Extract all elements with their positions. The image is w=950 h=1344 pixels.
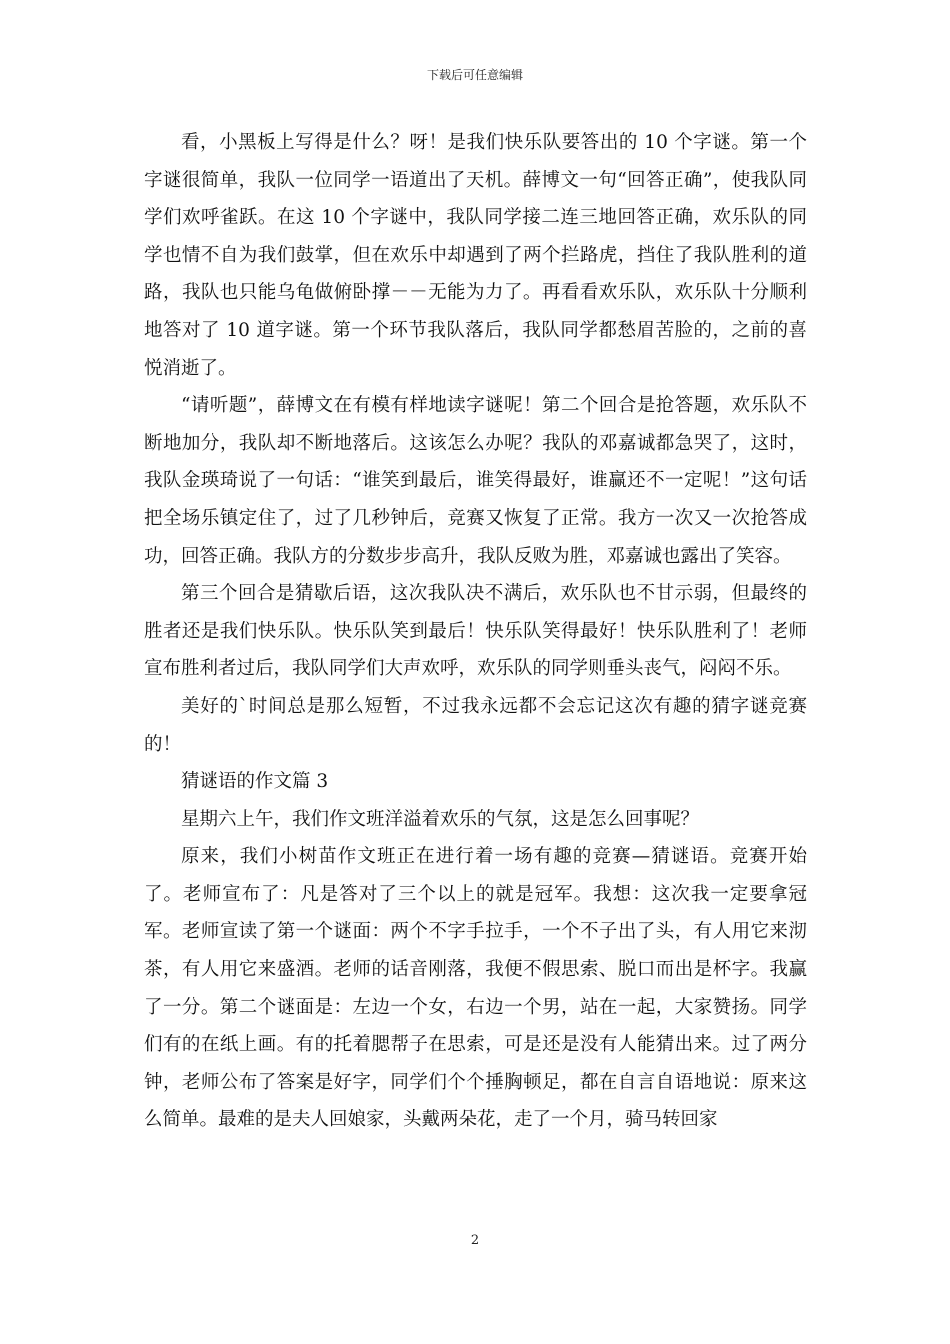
paragraph: 看，小黑板上写得是什么？呀！是我们快乐队要答出的 10 个字谜。第一个字谜很简单，我队一位同学一语道出了天机。薛博文一句“回答正确”，使我队同学们欢呼雀跃。在这 10 个字谜中，我队同学接二连三地回答正确，欢乐队的同学也情不自为我们鼓掌，但在欢乐中却遇到了两个拦路虎，挡住了我队胜利的道路，我队也只能乌龟做俯卧撑－－无能为力了。再看看欢乐队，欢乐队十分顺利地答对了 10 道字谜。第一个环节我队落后，我队同学都愁眉苦脸的，之前的喜悦消逝了。 (144, 132, 807, 379)
page-number: 2 (470, 1233, 480, 1248)
paragraph: 星期六上午，我们作文班洋溢着欢乐的气氛，这是怎么回事呢？ (181, 808, 700, 830)
section-title: 猜谜语的作文篇 3 (181, 771, 329, 793)
paragraph: “请听题”，薛博文在有模有样地读字谜呢！第二个回合是抢答题，欢乐队不断地加分，我队却不断地落后。这该怎么办呢？我队的邓嘉诚都急哭了，这时，我队金瑛琦说了一句话：“谁笑到最后，谁笑得最好，谁赢还不一定呢！”这句话把全场乐镇定住了，过了几秒钟后，竞赛又恢复了正常。我方一次又一次抢答成功，回答正确。我队方的分数步步高升，我队反败为胜，邓嘉诚也露出了笑容。 (144, 395, 807, 567)
paragraph: 美好的`时间总是那么短暂，不过我永远都不会忘记这次有趣的猜字谜竞赛的！ (144, 695, 807, 755)
paragraph: 第三个回合是猜歇后语，这次我队决不满后，欢乐队也不甘示弱，但最终的胜者还是我们快乐队。快乐队笑到最后！快乐队笑得最好！快乐队胜利了！老师宣布胜利者过后，我队同学们大声欢呼，欢乐队的同学则垂头丧气，闷闷不乐。 (144, 583, 807, 680)
document-body (144, 124, 807, 1139)
page-header: 下载后可任意编辑 (426, 68, 523, 82)
paragraph: 原来，我们小树苗作文班正在进行着一场有趣的竞赛—猜谜语。竞赛开始了。老师宣布了：凡是答对了三个以上的就是冠军。我想：这次我一定要拿冠军。老师宣读了第一个谜面：两个不字手拉手，一个不子出了头，有人用它来沏茶，有人用它来盛酒。老师的话音刚落，我便不假思索、脱口而出是杯字。我赢了一分。第二个谜面是：左边一个女，右边一个男，站在一起，大家赞扬。同学们有的在纸上画。有的托着腮帮子在思索，可是还是没有人能猜出来。过了两分钟，老师公布了答案是好字，同学们个个捶胸顿足，都在自言自语地说：原来这么简单。最难的是夫人回娘家，头戴两朵花，走了一个月，骑马转回家 (144, 846, 807, 1131)
